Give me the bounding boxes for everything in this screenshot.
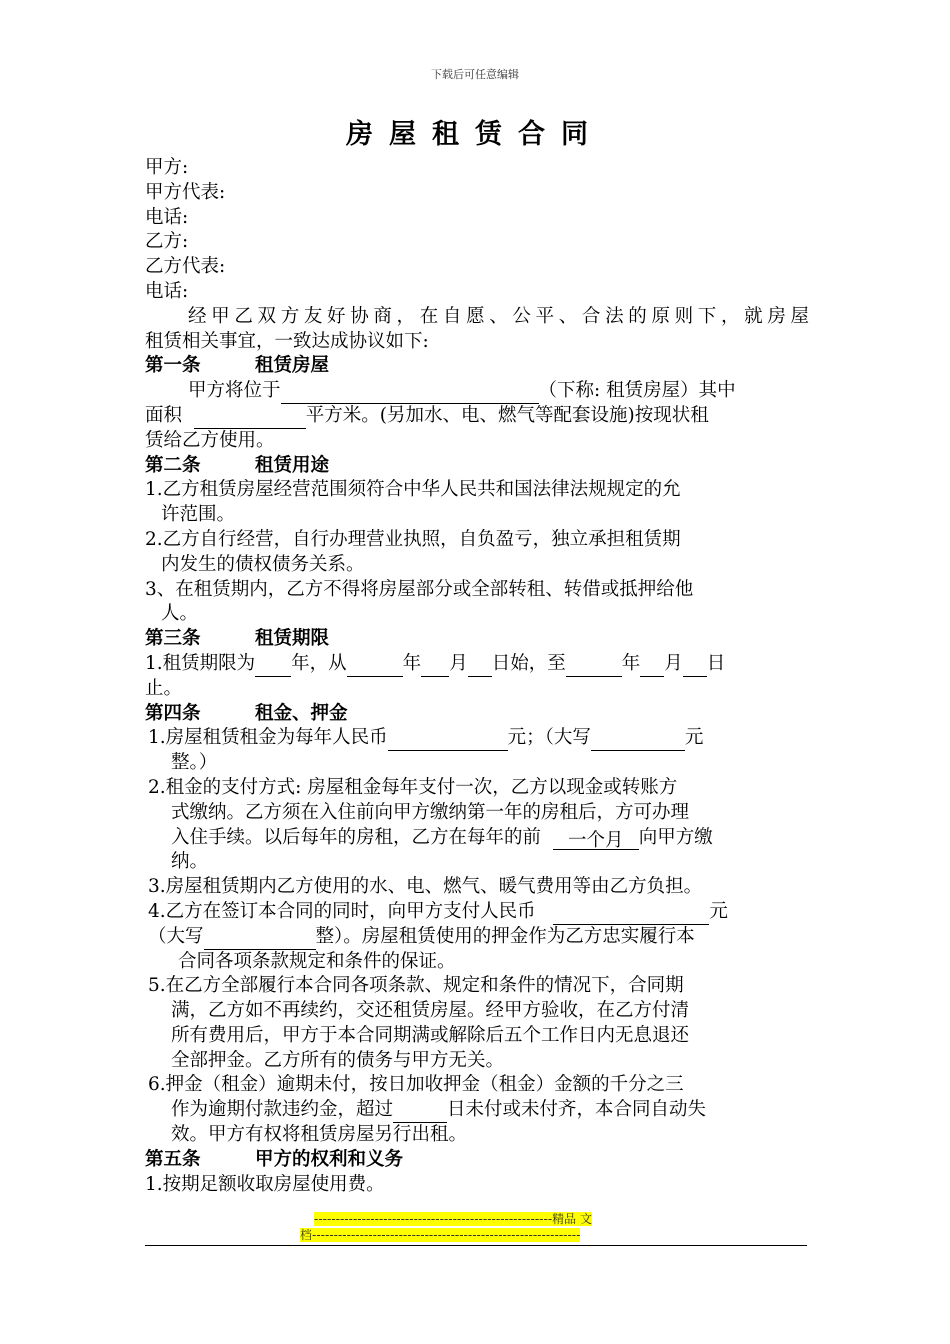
- list-item-cont: 效。甲方有权将租赁房屋另行出租。: [171, 1124, 468, 1146]
- intro-line: 经甲乙双方友好协商，在自愿、公平、合法的原则下，就房屋: [188, 305, 809, 327]
- text: 平方米。(另加水、电、燃气等配套设施)按现状租: [305, 404, 709, 426]
- list-item: 1.乙方租赁房屋经营范围须符合中华人民共和国法律法规规定的允: [145, 479, 681, 501]
- text: 元；（大写: [507, 727, 591, 749]
- end-year-blank[interactable]: [566, 656, 622, 677]
- text: 年: [621, 652, 641, 674]
- list-item: 2.乙方自行经营，自行办理营业执照，自负盈亏，独立承担租赁期: [145, 528, 681, 550]
- start-month-blank[interactable]: [421, 656, 449, 677]
- party-line: 甲方代表:: [145, 181, 226, 203]
- article-name: 甲方的权利和义务: [255, 1148, 404, 1170]
- list-item: 3.房屋租赁期内乙方使用的水、电、燃气、暖气费用等由乙方负担。: [148, 876, 703, 898]
- contract-body: [145, 156, 809, 1197]
- payment-period-field[interactable]: 一个月: [553, 829, 639, 850]
- text: 元: [709, 900, 728, 922]
- article-heading: [145, 454, 809, 479]
- list-item-cont: 内发生的债权债务关系。: [161, 553, 365, 575]
- text: 作为逾期付款违约金，超过: [171, 1099, 394, 1121]
- list-item-cont: 合同各项条款规定和条件的保证。: [178, 950, 456, 972]
- footer-line: -------------------------------------------------------精品 文: [314, 1212, 592, 1226]
- list-item-cont: 止。: [145, 677, 183, 699]
- article-heading: [145, 702, 809, 727]
- party-line: 甲方:: [145, 157, 189, 178]
- text: 1.房屋租赁租金为每年人民币: [148, 727, 388, 749]
- party-line: 电话:: [145, 280, 189, 302]
- list-item: 5.在乙方全部履行本合同各项条款、规定和条件的情况下，合同期: [148, 975, 684, 997]
- list-item-cont: [145, 925, 809, 950]
- text: 1.租赁期限为: [145, 652, 256, 674]
- article-name: 租赁房屋: [255, 355, 330, 377]
- paragraph-line: [145, 404, 809, 429]
- text: （大写: [148, 925, 204, 947]
- header-note: 下载后可任意编辑: [431, 68, 519, 81]
- paragraph-line: 赁给乙方使用。: [145, 429, 275, 451]
- party-line: 电话:: [145, 206, 189, 228]
- list-item: 6.押金（租金）逾期未付，按日加收押金（租金）金额的千分之三: [148, 1074, 684, 1096]
- list-item: 2.租金的支付方式: 房屋租金每年支付一次，乙方以现金或转账方: [148, 776, 678, 798]
- article-name: 租赁用途: [255, 454, 330, 476]
- list-item-cont: [145, 1098, 809, 1123]
- text: 面积: [145, 404, 183, 426]
- article-name: 租赁期限: [255, 628, 330, 650]
- text: 向甲方缴: [638, 826, 713, 848]
- text: 年，从: [291, 652, 347, 674]
- text: 月: [664, 652, 683, 674]
- list-item-cont: 纳。: [171, 851, 209, 873]
- list-item-cont: 整。）: [171, 752, 218, 774]
- end-day-blank[interactable]: [683, 656, 707, 677]
- area-blank[interactable]: [194, 408, 306, 429]
- deposit-amount-blank[interactable]: [553, 904, 709, 925]
- list-item-cont: 满，乙方如不再续约，交还租赁房屋。经甲方验收，在乙方付清: [171, 1000, 690, 1022]
- years-blank[interactable]: [255, 656, 291, 677]
- text: 日未付或未付齐，本合同自动失: [447, 1099, 707, 1121]
- paragraph-line: [145, 379, 809, 404]
- start-year-blank[interactable]: [347, 656, 403, 677]
- party-line: 乙方:: [145, 231, 189, 253]
- list-item: [145, 726, 809, 751]
- text: 日: [706, 652, 726, 674]
- list-item: [145, 900, 809, 925]
- party-line: 乙方代表:: [145, 256, 226, 278]
- rent-uppercase-blank[interactable]: [591, 730, 685, 751]
- list-item-cont: 式缴纳。乙方须在入住前向甲方缴纳第一年的房租后，方可办理: [171, 801, 690, 823]
- text: （下称: 租赁房屋）其中: [538, 380, 736, 402]
- article-heading: [145, 1148, 809, 1173]
- deposit-uppercase-blank[interactable]: [204, 929, 316, 950]
- footer-rule: [145, 1245, 807, 1246]
- footer-watermark: [300, 1211, 650, 1243]
- text: 年: [402, 652, 422, 674]
- text: 日始，至: [491, 652, 566, 674]
- list-item-cont: [145, 826, 809, 851]
- text: 4.乙方在签订本合同的同时，向甲方支付人民币: [148, 900, 536, 922]
- document-title: 房屋租赁合同: [346, 119, 604, 150]
- article-number: 第二条: [145, 454, 201, 476]
- article-number: 第一条: [145, 355, 201, 377]
- text: 月: [449, 652, 468, 674]
- location-blank[interactable]: [281, 383, 539, 404]
- list-item-cont: 所有费用后，甲方于本合同期满或解除后五个工作日内无息退还: [171, 1024, 690, 1046]
- article-name: 租金、押金: [255, 702, 348, 724]
- text: 入住手续。以后每年的房租，乙方在每年的前: [171, 826, 542, 848]
- list-item: 3、在租赁期内，乙方不得将房屋部分或全部转租、转借或抵押给他: [145, 578, 694, 600]
- list-item-cont: 许范围。: [161, 504, 236, 526]
- footer-line: 档--------------------------------------------------------------: [300, 1228, 581, 1242]
- article-heading: [145, 627, 809, 652]
- list-item-cont: 全部押金。乙方所有的债务与甲方无关。: [171, 1049, 505, 1071]
- rent-amount-blank[interactable]: [388, 730, 508, 751]
- list-item: [145, 652, 809, 677]
- intro-line: 租赁相关事宜，一致达成协议如下:: [145, 330, 429, 352]
- text: 整）。房屋租赁使用的押金作为乙方忠实履行本: [315, 925, 695, 947]
- end-month-blank[interactable]: [640, 656, 664, 677]
- list-item-cont: 人。: [161, 603, 199, 625]
- text: 元: [684, 727, 704, 749]
- article-number: 第三条: [145, 628, 201, 650]
- article-number: 第四条: [145, 702, 201, 724]
- article-number: 第五条: [145, 1148, 201, 1170]
- article-heading: [145, 354, 809, 379]
- list-item: 1.按期足额收取房屋使用费。: [145, 1173, 385, 1195]
- start-day-blank[interactable]: [468, 656, 492, 677]
- overdue-days-blank[interactable]: [393, 1102, 447, 1123]
- text: 甲方将位于: [188, 380, 281, 402]
